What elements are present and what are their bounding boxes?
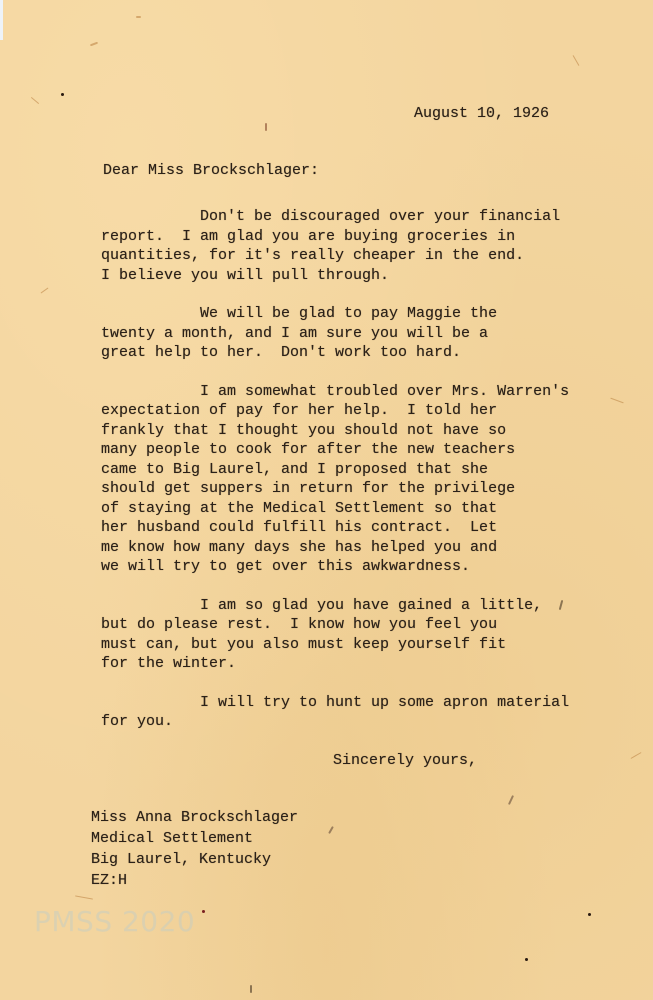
paper-fleck (250, 985, 252, 993)
recipient-organization: Medical Settlement (91, 830, 254, 847)
text-line: we will try to get over this awkwardness. (101, 558, 471, 575)
text-line: for you. (101, 713, 174, 730)
salutation-text: Dear Miss Brockschlager: (103, 161, 320, 179)
text-line: twenty a month, and I am sure you will be a (101, 324, 489, 342)
text-line: many people to cook for after the new teachers (101, 441, 516, 458)
text-line: report. I am glad you are buying groceries in (101, 227, 516, 245)
closing (333, 751, 653, 771)
reference-initials: EZ:H (91, 872, 128, 889)
text-line: I will try to hunt up some apron material (101, 693, 570, 711)
text-line: her husband could fulfill his contract. Let (101, 519, 498, 536)
letter-date (414, 0, 653, 124)
text-line: Don't be discouraged over your financial (101, 208, 561, 225)
archive-watermark: PMSS 2020 (34, 905, 196, 938)
paragraph-financial-report (101, 207, 653, 285)
text-line: should get suppers in return for the privilege (101, 480, 516, 497)
paragraph-mrs-warren (101, 382, 653, 577)
recipient-name: Miss Anna Brockschlager (91, 809, 299, 826)
text-line: quantities, for it's really cheaper in the end. (101, 247, 525, 264)
text-line: I believe you will pull through. (101, 266, 390, 284)
text-line: came to Big Laurel, and I proposed that she (101, 460, 489, 478)
text-line: but do please rest. I know how you feel you (101, 616, 498, 633)
paragraph-maggie-pay (101, 304, 653, 363)
paper-speck (525, 958, 528, 961)
text-line: must can, but you also must keep yourself fit (101, 635, 507, 653)
date-text: August 10, 1926 (414, 105, 550, 122)
recipient-location: Big Laurel, Kentucky (91, 851, 272, 868)
text-line: great help to her. Don't work too hard. (101, 344, 462, 361)
paragraph-rest (101, 596, 653, 674)
text-line: I am somewhat troubled over Mrs. Warren's (101, 382, 570, 400)
text-line: me know how many days she has helped you and (101, 538, 498, 556)
recipient-address (91, 807, 653, 891)
text-line: We will be glad to pay Maggie the (101, 305, 498, 322)
text-line: for the winter. (101, 655, 237, 672)
text-line: I am so glad you have gained a little, (101, 596, 543, 614)
salutation (103, 161, 653, 181)
text-line: expectation of pay for her help. I told her (101, 402, 498, 419)
text-line: frankly that I thought you should not have so (101, 421, 507, 439)
paragraph-apron-material (101, 693, 653, 732)
text-line: of staying at the Medical Settlement so that (101, 499, 498, 517)
closing-text: Sincerely yours, (333, 751, 478, 769)
